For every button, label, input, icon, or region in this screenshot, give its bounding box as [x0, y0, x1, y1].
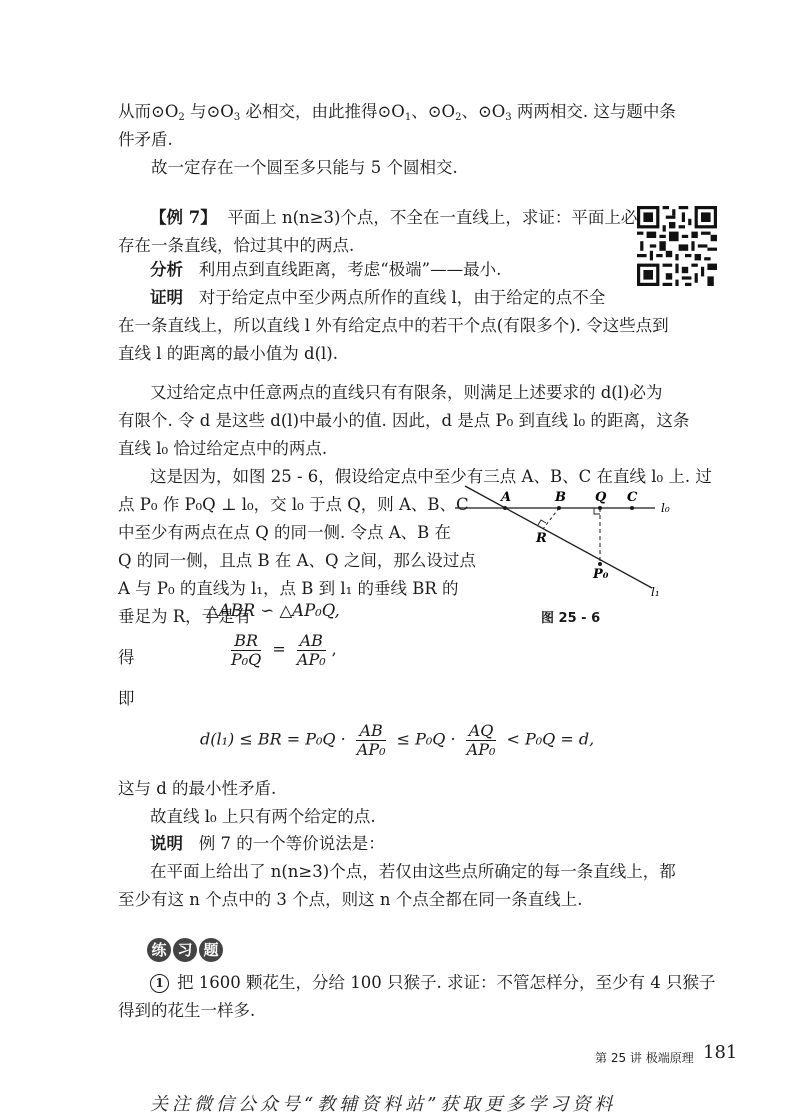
label-p0: P₀ [593, 567, 609, 582]
paragraph-line: 故直线 l₀ 上只有两个给定的点. [150, 807, 376, 826]
paragraph-line: 得到的花生一样多. [118, 1001, 256, 1020]
label-c: C [627, 490, 638, 505]
exercise-header-char: 题 [199, 938, 223, 962]
point-b [557, 506, 561, 510]
de-label: 得 [118, 648, 135, 667]
paragraph-line: 垂足为 R，于是有 [118, 607, 252, 626]
watermark-text: 关注微信公众号“教辅资料站”获取更多学习资料 [150, 1094, 617, 1115]
paragraph-line: 件矛盾. [118, 130, 173, 149]
point-a [503, 506, 507, 510]
paragraph-line: 中至少有两点在点 Q 的同一侧. 令点 A、B 在 [118, 523, 452, 542]
label-l1: l₁ [651, 585, 660, 599]
paragraph-line: 存在一条直线，恰过其中的两点. [118, 236, 355, 255]
similar-formula: △ABR ∽ △AP₀Q, [206, 601, 340, 620]
paragraph-line: 直线 l₀ 恰过给定点中的两点. [118, 439, 328, 458]
point-q [598, 506, 602, 510]
figure-caption: 图 25 - 6 [541, 611, 601, 626]
ratio-formula: $\frac{BR}{\text{P₀Q}}$ = $\frac{AB}{\text{AP₀}}$ , [231, 631, 337, 669]
paragraph-line: 直线 l 的距离的最小值为 d(l). [118, 344, 338, 363]
page-number: 181 [703, 1042, 738, 1063]
ji-label: 即 [118, 689, 135, 708]
exercise-number: 1 [150, 974, 169, 993]
label-l0: l₀ [661, 501, 670, 515]
label-r: R [536, 531, 547, 546]
paragraph-line: Q 的同一侧，且点 B 在 A、Q 之间，那么设过点 [118, 551, 476, 570]
paragraph-line: 故一定存在一个圆至多只能与 5 个圆相交. [151, 158, 458, 177]
proof-line: 证明 对于给定点中至少两点所作的直线 l，由于给定的点不全 [150, 288, 606, 307]
exercise-header-char: 练 [147, 938, 171, 962]
figure-25-6 [455, 480, 680, 620]
exercises-header [147, 938, 225, 964]
analysis-line: 分析 利用点到直线距离，考虑“极端”——最小. [150, 260, 502, 279]
chapter-label: 第 25 讲 极端原理 [595, 1051, 694, 1065]
note-line: 说明 例 7 的一个等价说法是： [150, 834, 385, 853]
paragraph-line: 这是因为，如图 25 - 6，假设给定点中至少有三点 A、B、C 在直线 l₀ 上. 过 [150, 467, 712, 486]
label-b: B [555, 490, 566, 505]
inequality-formula: d(l₁) ≤ BR = P₀Q · $\frac{AB}{\text{AP₀}}$ ≤ P₀Q · $\frac{AQ}{\text{AP₀}}$ < P₀Q = d, [200, 721, 595, 759]
point-c [630, 506, 634, 510]
paragraph-line: A 与 P₀ 的直线为 l₁，点 B 到 l₁ 的垂线 BR 的 [118, 579, 459, 598]
paragraph-line: 在一条直线上，所以直线 l 外有给定点中的若干个点(有限多个). 令这些点到 [118, 316, 669, 335]
point-p0 [598, 562, 602, 566]
label-q: Q [595, 490, 607, 505]
qr-code-icon [637, 206, 717, 286]
exercise-item-1: 1 把 1600 颗花生，分给 100 只猴子. 求证：不管怎样分，至少有 4 只猴子 [150, 972, 715, 994]
example-7-line: 【例 7】 平面上 n(n≥3)个点，不全在一直线上，求证：平面上必 [150, 208, 638, 227]
exercise-header-char: 习 [173, 938, 197, 962]
paragraph-line: 有限个. 令 d 是这些 d(l)中最小的值. 因此，d 是点 P₀ 到直线 l₀ 的距离，这条 [118, 411, 690, 430]
right-angle-r [538, 520, 546, 525]
paragraph-line: 从而$⊙O_2$ 与$⊙O_3$ 必相交，由此推得$⊙O_1$、$⊙O_2$、$⊙O_3$ 两两相交. 这与题中条 [118, 102, 676, 123]
paragraph-line: 这与 d 的最小性矛盾. [118, 779, 277, 798]
paragraph-line: 在平面上给出了 n(n≥3)个点，若仅由这些点所确定的每一条直线上，都 [150, 862, 676, 881]
paragraph-line: 至少有这 n 个点中的 3 个点，则这 n 个点全都在同一条直线上. [118, 890, 583, 909]
paragraph-line: 又过给定点中任意两点的直线只有有限条，则满足上述要求的 d(l)必为 [150, 383, 663, 402]
label-a: A [501, 490, 512, 505]
perpendicular-br [543, 508, 559, 529]
paragraph-line: 点 P₀ 作 P₀Q ⊥ l₀，交 l₀ 于点 Q，则 A、B、C [118, 495, 469, 514]
